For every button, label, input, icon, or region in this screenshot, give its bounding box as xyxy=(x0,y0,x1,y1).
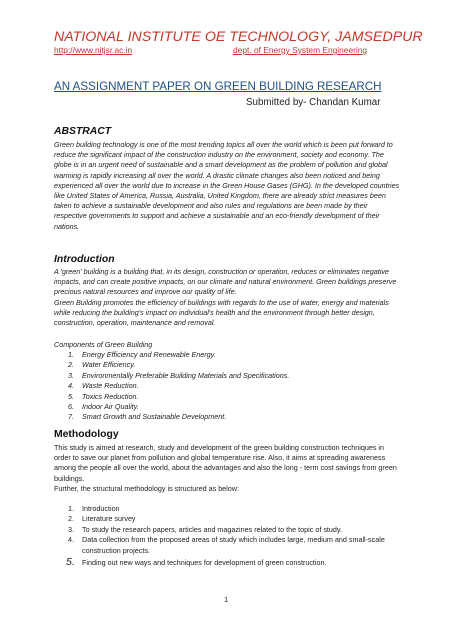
institute-url-link[interactable]: http://www.nitjsr.ac.in xyxy=(54,45,133,55)
list-item: 1. Introduction xyxy=(68,504,120,513)
introduction-paragraph-2: Green Building promotes the efficiency of buildings with regards to the use of water, energy and materials while reducing the building's impact on individual's health and the environment through better design, construction, operation, maintenance and removal. xyxy=(54,297,389,328)
abstract-paragraph: Green building technology is one of the most trending topics all over the world which is been put forward to reduce the significant impact of the construction industry on the environment, society and economy. The globe is in an urgent need of sustainable and a smart development as the problem of pollution and global warming is rapidly increasing all over the world. A drastic climate changes also been noticed and being experienced all over the world due to increase in the Green House Gases (GHG). In the developed countries like United States of America, Russia, Australia, United Kingdom, there are already strict measures been taken to achieve a sustainable development and also rules and regulations are been made by their respective governments to support and achieve a sustainable and an eco-friendly development of their nations. xyxy=(54,140,400,231)
list-item: 3. Environmentally Preferable Building Materials and Specifications. xyxy=(68,370,290,380)
list-item: 4. Waste Reduction. xyxy=(68,381,139,391)
institute-name: NATIONAL INSTITUTE OE TECHNOLOGY, JAMSEDPUR xyxy=(54,29,423,45)
list-item: 2. Water Efficiency. xyxy=(68,360,136,370)
methodology-paragraph-1: This study is aimed at research, study and development of the green building construction techniques in order to save our planet from pollution and global temperature rise. Also, it aims at spreading awareness among the people all over the world, about the advantages and also the long - term cost savings from green buildings. xyxy=(54,443,397,483)
list-item: 1. Energy Efficiency and Renewable Energy. xyxy=(68,350,216,359)
methodology-heading: Methodology xyxy=(54,429,119,440)
abstract-heading: ABSTRACT xyxy=(54,126,112,137)
list-item: 5. Toxics Reduction. xyxy=(68,391,139,401)
submitted-by: Submitted by- Chandan Kumar xyxy=(246,97,381,108)
methodology-steps-list xyxy=(54,504,400,568)
methodology-paragraph-2: Further, the structural methodology is structured as below: xyxy=(54,483,239,493)
abstract-text xyxy=(54,140,400,232)
list-item: 5. Finding out new ways and techniques for development of green construction. xyxy=(66,556,327,569)
page-number: 1 xyxy=(224,595,229,604)
methodology-text xyxy=(54,443,400,494)
department-label: dept. of Energy System Engineering xyxy=(233,45,368,55)
introduction-paragraph-1: A 'green' building is a building that, in its design, construction or operation, reduces or eliminates negative impacts, and can create positive impacts, on our climate and natural environment. Green buildings preserve precious natural resources and improve our quality of life. xyxy=(54,267,397,297)
paper-title: AN ASSIGNMENT PAPER ON GREEN BUILDING RESEARCH xyxy=(54,80,382,93)
list-item: 7. Smart Growth and Sustainable Development. xyxy=(68,412,227,422)
introduction-heading: Introduction xyxy=(54,254,115,265)
list-item: 2. Literature survey xyxy=(68,514,136,524)
introduction-text xyxy=(54,267,400,328)
components-list xyxy=(54,350,400,423)
list-item: 3. To study the research papers, articles and magazines related to the topic of study. xyxy=(68,524,342,534)
list-item: 6. Indoor Air Quality. xyxy=(68,402,139,412)
components-label: Components of Green Building xyxy=(54,340,153,349)
list-item: 4. Data collection from the proposed areas of study which includes large, medium and small-scale construction projects. xyxy=(68,535,385,555)
